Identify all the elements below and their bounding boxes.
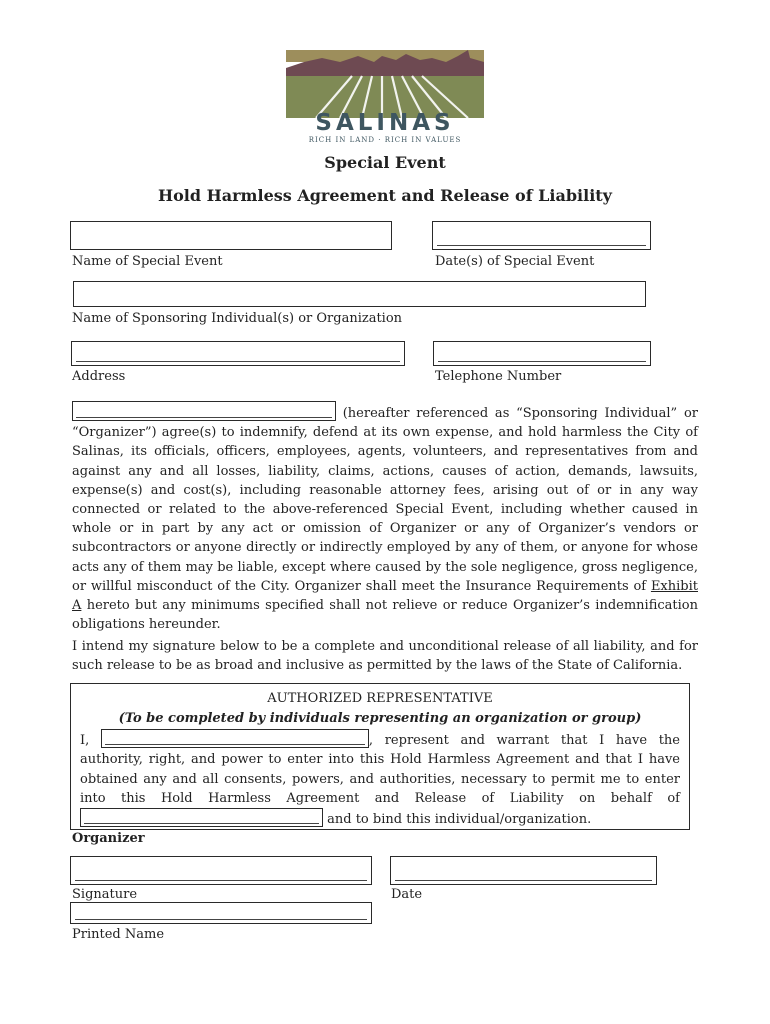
document-subtitle: Hold Harmless Agreement and Release of Liability xyxy=(158,186,612,205)
event-name-field[interactable] xyxy=(70,221,392,250)
date-label: Date xyxy=(391,887,423,902)
authorized-heading: AUTHORIZED REPRESENTATIVE xyxy=(267,691,493,706)
telephone-label: Telephone Number xyxy=(435,369,562,384)
authorized-representative-box xyxy=(70,683,690,830)
date-field[interactable] xyxy=(390,856,657,885)
address-label: Address xyxy=(72,369,126,384)
logo-tagline: RICH IN LAND · RICH IN VALUES xyxy=(308,136,462,144)
telephone-field[interactable] xyxy=(433,341,651,366)
authorized-suffix: and to bind this individual/organization. xyxy=(323,812,592,828)
authorized-text: , represent and warrant that I have the authority, right, and power to enter into this Hold Harmless Agreement and that I have obtained any and all consents, powers, and authorities, necessary to permit me to enter into this Hold Harmless Agreement and Release of Liability on behalf of xyxy=(80,733,680,806)
exhibit-a-link[interactable]: Exhibit A xyxy=(72,578,698,614)
authorized-subheading: (To be completed by individuals representing an organization or group) xyxy=(118,711,642,726)
printed-name-label: Printed Name xyxy=(72,927,165,942)
printed-name-field[interactable] xyxy=(70,902,372,924)
event-dates-field[interactable] xyxy=(432,221,651,250)
representative-name-field[interactable] xyxy=(101,729,369,748)
city-logo xyxy=(282,46,488,146)
address-field[interactable] xyxy=(71,341,405,366)
signature-field[interactable] xyxy=(70,856,372,885)
authorized-paragraph xyxy=(80,729,680,829)
sponsor-name-field[interactable] xyxy=(73,281,646,307)
organizer-heading: Organizer xyxy=(72,831,145,846)
authorized-prefix: I, xyxy=(80,733,101,748)
sponsor-name-inline-field[interactable] xyxy=(72,401,336,421)
logo-wordmark: SALINAS xyxy=(315,110,455,136)
release-paragraph: I intend my signature below to be a complete and unconditional release of all liability, and for such release to be as broad and inclusive as permitted by the laws of the State of California. xyxy=(72,639,698,674)
event-dates-label: Date(s) of Special Event xyxy=(435,254,595,269)
signature-label: Signature xyxy=(72,887,138,902)
event-name-label: Name of Special Event xyxy=(72,254,223,269)
sponsor-name-label: Name of Sponsoring Individual(s) or Organization xyxy=(72,311,403,326)
organization-name-field[interactable] xyxy=(80,808,323,827)
indemnity-tail: hereto but any minimums specified shall not relieve or reduce Organizer’s indemnification obligations hereunder. xyxy=(72,598,698,633)
document-title: Special Event xyxy=(324,153,446,172)
indemnity-text: (hereafter referenced as “Sponsoring Individual” or “Organizer”) agree(s) to indemnify, defend at its own expense, and hold harmless the City of Salinas, its officials, officers, employees, agents, volunteers, and representatives from and against any and all losses, liability, claims, actions, causes of action, demands, lawsuits, expense(s) and cost(s), including reasonable attorney fees, arising out of or in any way connected or related to the above-referenced Special Event, including whether caused in whole or in part by any act or omission of Organizer or any of Organizer’s vendors or subcontractors or anyone directly or indirectly employed by any of them, or anyone for whose acts any of them may be liable, except where caused by the sole negligence, gross negligence, or willful misconduct of the City. Organizer shall meet the Insurance Requirements of xyxy=(72,406,698,594)
indemnity-paragraph xyxy=(72,401,698,634)
